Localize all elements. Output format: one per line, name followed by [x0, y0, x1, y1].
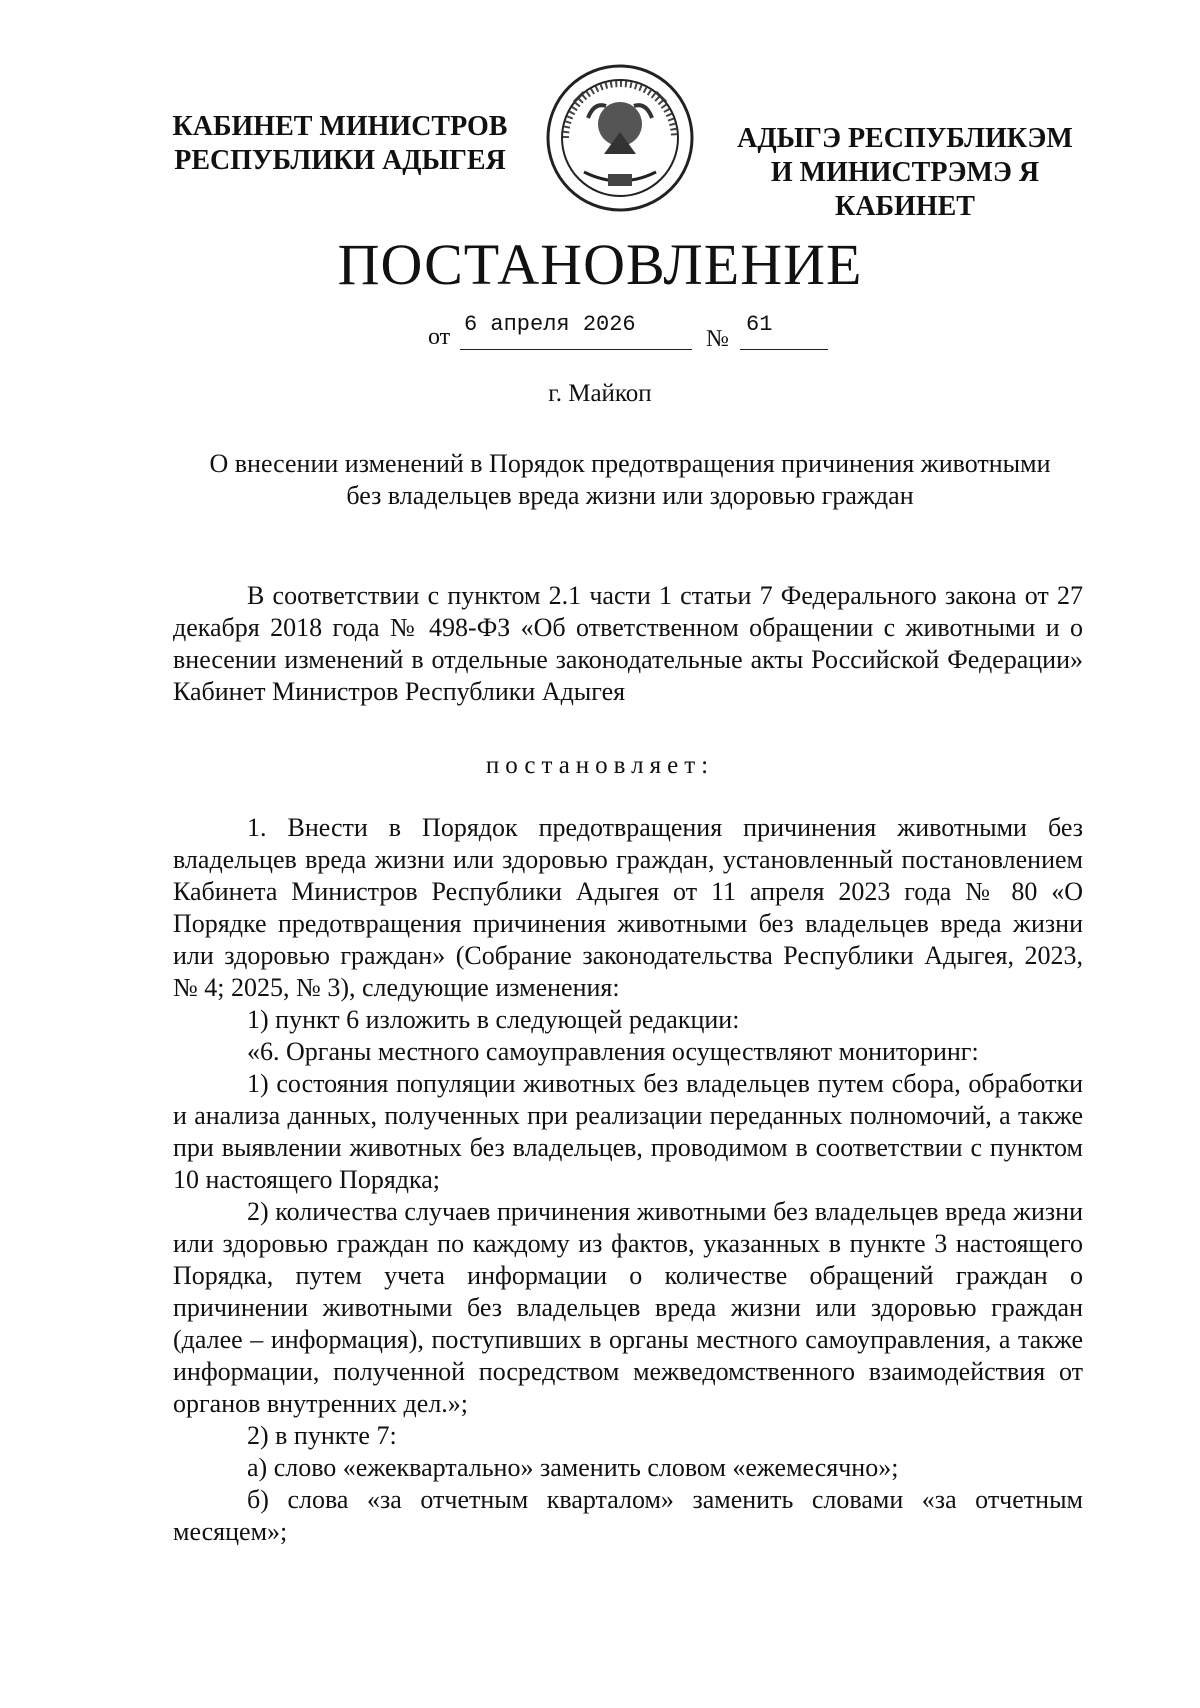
document-date: 6 апреля 2026: [460, 312, 692, 350]
subject-line2: без владельцев вреда жизни или здоровью граждан: [346, 481, 914, 510]
paragraph-1: 1. Внести в Порядок предотвращения причинения животными без владельцев вреда жизни или здоровью граждан, установленный постановлением Кабинета Министров Республики Адыгея от 11 апреля 2023 года № 80 «О Порядке предотвращения причинения животными без владельцев вреда жизни или здоровью граждан» (Собрание законодательства Республики Адыгея, 2023, № 4; 2025, № 3), следующие изменения:: [173, 813, 1083, 1002]
issuer-russian: [150, 110, 530, 178]
issuer-adyghe-line2: И МИНИСТРЭМЭ Я КАБИНЕТ: [770, 157, 1040, 222]
number-sign: №: [706, 326, 729, 352]
document-title: ПОСТАНОВЛЕНИЕ: [337, 232, 863, 297]
decree-word: постановляет:: [485, 752, 715, 779]
issuer-russian-line2: РЕСПУБЛИКИ АДЫГЕЯ: [174, 145, 506, 176]
coat-of-arms-icon: [544, 62, 696, 214]
preamble-paragraph: В соответствии с пунктом 2.1 части 1 статьи 7 Федерального закона от 27 декабря 2018 года № 498-ФЗ «Об ответственном обращении с животными и о внесении изменений в отдельные законодательные акты Российской Федерации» Кабинет Министров Республики Адыгея: [173, 581, 1083, 706]
paragraph-4: 1) состояния популяции животных без владельцев путем сбора, обработки и анализа данных, полученных при реализации переданных полномочий, а также при выявлении животных без владельцев, проводимом в соответствии с пунктом 10 настоящего Порядка;: [173, 1069, 1083, 1194]
document-number: 61: [740, 312, 828, 350]
paragraph-7: а) слово «ежеквартально» заменить словом «ежемесячно»;: [247, 1453, 899, 1482]
decree-body: [173, 812, 1083, 1548]
paragraph-8: б) слова «за отчетным кварталом» заменить словами «за отчетным месяцем»;: [173, 1485, 1083, 1546]
paragraph-3: «6. Органы местного самоуправления осуществляют мониторинг:: [247, 1037, 979, 1066]
paragraph-5: 2) количества случаев причинения животными без владельцев вреда жизни или здоровью граждан по каждому из фактов, указанных в пункте 3 настоящего Порядка, путем учета информации о количестве обращений граждан о причинении животными без владельцев вреда жизни или здоровью граждан (далее – информация), поступивших в органы местного самоуправления, а также информации, полученной посредством межведомственного взаимодействия от органов внутренних дел.»;: [173, 1197, 1083, 1418]
city: г. Майкоп: [548, 380, 652, 407]
subject-line1: О внесении изменений в Порядок предотвращения причинения животными: [209, 449, 1051, 478]
subject-heading: [170, 448, 1090, 512]
date-number-line: [0, 312, 1200, 352]
issuer-adyghe: [715, 122, 1095, 224]
date-prefix: от: [428, 324, 451, 350]
preamble: [173, 580, 1083, 708]
issuer-russian-line1: КАБИНЕТ МИНИСТРОВ: [172, 111, 508, 142]
issuer-adyghe-line1: АДЫГЭ РЕСПУБЛИКЭМ: [737, 123, 1073, 154]
paragraph-6: 2) в пункте 7:: [247, 1421, 397, 1450]
paragraph-2: 1) пункт 6 изложить в следующей редакции:: [247, 1005, 740, 1034]
